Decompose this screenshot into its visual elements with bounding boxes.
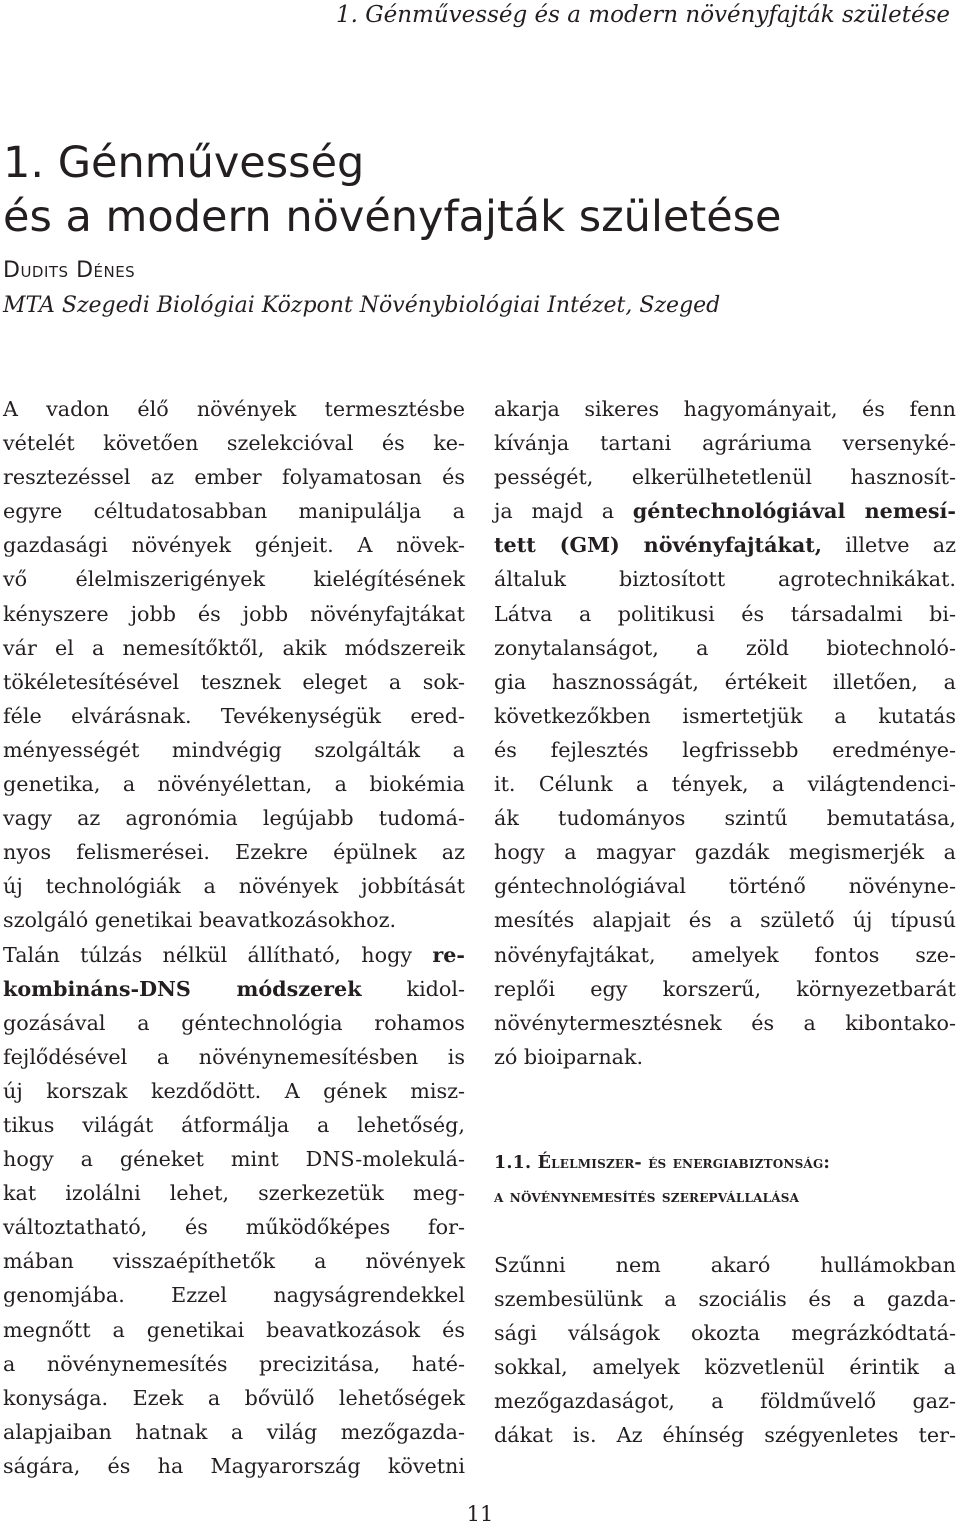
text-line: zó bioiparnak. xyxy=(494,1044,644,1069)
text-line: gia hasznosságát, értékeit illetően, a xyxy=(494,669,956,694)
text-line: féle elvárásnak. Tevékenységük ered- xyxy=(3,703,465,728)
text-line: it. Célunk a tények, a világtendenci- xyxy=(494,772,956,797)
text-line: Talán túlzás nélkül állítható, hogy re- xyxy=(3,942,465,967)
text-line: vő élelmiszerigények kielégítésének xyxy=(3,567,465,592)
text-line: fejlődésével a növénynemesítésben is xyxy=(3,1044,465,1069)
text-line: új technológiák a növények jobbítását xyxy=(3,874,465,899)
text-line: A vadon élő növények termesztésbe xyxy=(3,397,465,421)
text-line: kívánja tartani agráriuma versenyké- xyxy=(494,431,956,456)
text-line: megnőtt a genetikai beavatkozások és xyxy=(3,1317,465,1342)
text-line: kat izolálni lehet, szerkezetük meg- xyxy=(3,1181,465,1206)
text-line: a növénynemesítés precizitása, haté- xyxy=(3,1351,465,1376)
text-line: mesítés alapjait és a születő új típusú xyxy=(494,908,956,933)
text-line: szolgáló genetikai beavatkozásokhoz. xyxy=(3,908,397,933)
text-line: sokkal, amelyek közvetlenül érintik a xyxy=(494,1355,956,1380)
chapter-title xyxy=(3,136,943,244)
text-line: ságára, és ha Magyarország követni xyxy=(3,1453,465,1478)
text-line: vagy az agronómia legújabb tudomá- xyxy=(3,806,465,831)
text-line: hogy a géneket mint DNS-molekulá- xyxy=(3,1147,465,1172)
text-line: következőkben ismertetjük a kutatás xyxy=(494,703,956,728)
text-line: pességét, elkerülhetetlenül hasznosít- xyxy=(494,465,956,490)
text-line: genetika, a növényélettan, a biokémia xyxy=(3,772,465,797)
author-name: Dudits Dénes xyxy=(3,258,136,283)
chapter-title-line-2: és a modern növényfajták születése xyxy=(3,192,782,242)
text-line: mában visszaépíthetők a növények xyxy=(3,1249,465,1274)
text-line: új korszak kezdődött. A gének misz- xyxy=(3,1078,465,1103)
text-line: dákat is. Az éhínség szégyenletes ter- xyxy=(494,1423,956,1448)
text-line: nyos felismerései. Ezekre épülnek az xyxy=(3,840,465,865)
text-line: tett (GM) növényfajtákat, illetve az xyxy=(494,533,956,558)
right-column-lines-a xyxy=(494,392,956,460)
right-column-section-text xyxy=(494,1248,956,1453)
text-line: konysága. Ezek a bővülő lehetőségek xyxy=(3,1385,465,1410)
author-affiliation: MTA Szegedi Biológiai Központ Növénybiológiai Intézet, Szeged xyxy=(3,293,721,318)
text-line: resztezéssel az ember folyamatosan és xyxy=(3,465,465,490)
text-line: hogy a magyar gazdák megismerjék a xyxy=(494,840,956,865)
text-line: tikus világát átformálja a lehetőség, xyxy=(3,1112,465,1137)
page-number: 11 xyxy=(466,1502,494,1526)
text-line: genomjába. Ezzel nagyságrendekkel xyxy=(3,1283,465,1308)
running-header: 1. Génművesség és a modern növényfajták születése xyxy=(336,2,950,28)
text-line: akarja sikeres hagyományait, és fenn xyxy=(494,397,956,421)
section-heading-line-2: a növénynemesítés szerepvállalása xyxy=(494,1186,800,1207)
text-line: kényszere jobb és jobb növényfajtákat xyxy=(3,601,465,626)
text-line: kombináns-DNS módszerek kidol- xyxy=(3,976,465,1001)
text-line: tökéletesítésével tesznek eleget a sok- xyxy=(3,669,465,694)
text-line: vételét követően szelekcióval és ke- xyxy=(3,431,465,456)
text-line: változtatható, és működőképes for- xyxy=(3,1215,465,1240)
section-heading-line-1: 1.1. Élelmiszer- és energiabiztonság: xyxy=(494,1152,831,1173)
text-line: növénytermesztésnek és a kibontako- xyxy=(494,1010,956,1035)
left-column xyxy=(3,392,465,1483)
left-column-lines-a xyxy=(3,392,465,938)
text-line: ményességét mindvégig szolgálták a xyxy=(3,737,465,762)
text-line: szembesülünk a szociális és a gazda- xyxy=(494,1286,956,1311)
text-line: és fejlesztés legfrissebb eredménye- xyxy=(494,737,956,762)
text-line: növényfajtákat, amelyek fontos sze- xyxy=(494,942,956,967)
text-line: sági válságok okozta megrázkódtatá- xyxy=(494,1321,956,1346)
text-line: Látva a politikusi és társadalmi bi- xyxy=(494,601,956,626)
text-line: mezőgazdaságot, a földművelő gaz- xyxy=(494,1389,956,1414)
text-line: gazdasági növények génjeit. A növek- xyxy=(3,533,465,558)
text-line: vár el a nemesítőktől, akik módszereik xyxy=(3,635,465,660)
text-line: ja majd a géntechnológiával nemesí- xyxy=(494,499,956,524)
text-line: zonytalanságot, a zöld biotechnoló- xyxy=(494,635,956,660)
text-line: gozásával a géntechnológia rohamos xyxy=(3,1010,465,1035)
text-line: egyre céltudatosabban manipulálja a xyxy=(3,499,465,524)
text-line: géntechnológiával történő növényne- xyxy=(494,874,956,899)
chapter-title-line-1: 1. Génművesség xyxy=(3,138,365,188)
text-line: alapjaiban hatnak a világ mezőgazda- xyxy=(3,1419,465,1444)
right-column-lines-b xyxy=(494,562,956,1073)
text-line: replői egy korszerű, környezetbarát xyxy=(494,976,956,1001)
right-column xyxy=(494,392,956,1452)
text-line: általuk biztosított agrotechnikákat. xyxy=(494,567,956,592)
left-column-lines-b xyxy=(3,1006,465,1483)
text-line: Szűnni nem akaró hullámokban xyxy=(494,1252,956,1277)
text-line: ák tudományos szintű bemutatása, xyxy=(494,806,956,831)
